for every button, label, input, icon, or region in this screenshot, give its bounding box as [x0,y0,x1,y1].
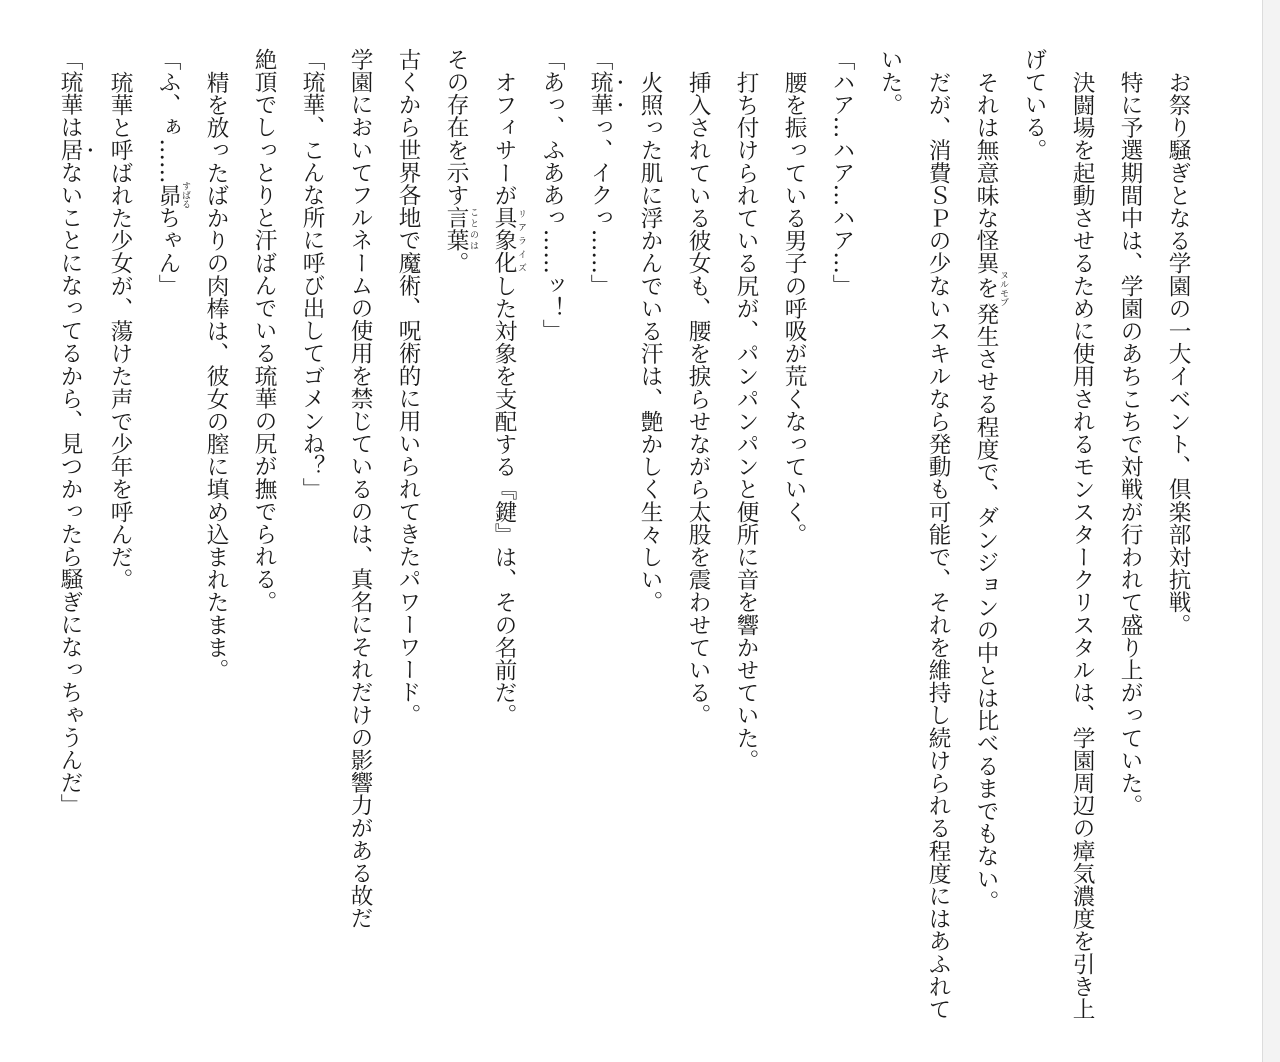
paragraph-text: 腰を振っている男子の呼吸が荒くなっていく。 [781,70,807,546]
dialogue-line [528,48,576,1028]
paragraph [96,48,144,1028]
dialogue-text: 「ふ、ぁ…… [155,48,181,184]
dialogue-line [288,48,336,1028]
dialogue-text: ちゃん」 [155,206,181,297]
dialogue-text: 「琉華、こんな所に呼び出してゴメンね？」 [299,48,325,500]
dialogue-line [576,48,626,1028]
paragraph-text: 絶頂でしっとりと汗ばんでいる琉華の尻が撫でられる。 [251,48,277,613]
paragraph-text: オフィサーが [491,70,517,207]
paragraph-with-ruby [962,48,1010,1028]
dialogue-line-with-ruby [144,48,192,1028]
paragraph-text: 火照った肌に浮かんでいる汗は、艶かしく生々しい。 [637,70,663,613]
paragraph [674,48,722,1028]
paragraph-text: お祭り騒ぎとなる学園の一大イベント、倶楽部対抗戦。 [1165,70,1191,636]
dialogue-text: 「あっ、ふああっ……ッ！」 [539,48,565,342]
ruby-annotation [155,181,190,209]
paragraph [240,48,288,1028]
paragraph-text: それは無意味な怪異 [973,70,999,274]
paragraph [722,48,770,1028]
paragraph-text: だが、消費ＳＰの少ないスキルなら発動も可能で、それを維持し続けられる程度にはあふれていた。 [877,48,951,1020]
ruby-reading: すばる [180,181,190,209]
paragraph-text: した対象を支配する『鍵』は、その名前だ。 [491,274,517,727]
paragraph-text: 学園においてフルネームの使用を禁じているのは、真名にそれだけの影響力がある故だ [347,48,373,930]
ruby-base: を [973,270,999,306]
paragraph [336,48,384,1028]
ruby-annotation [491,206,526,275]
paragraph [770,48,818,1028]
paragraph-text: 琉華と呼ばれた少女が、蕩けた声で少年を呼んだ。 [107,70,133,591]
paragraph [1106,48,1154,1028]
ruby-base: 具象化 [491,206,517,275]
ruby-base: 昴 [155,181,181,209]
paragraph [192,48,240,1028]
emphasized-name: 琉華 [587,70,613,116]
dialogue-text: っ、イクっ……」 [587,115,613,297]
paragraph-text: 挿入されている彼女も、腰を捩らせながら太股を震わせている。 [685,70,711,726]
paragraph-text: 特に予選期間中は、学園のあちこちで対戦が行われて盛り上がっていた。 [1117,70,1143,817]
emphasized-word: 居 [57,138,83,162]
paragraph-text: 。 [443,251,469,275]
dialogue-open-bracket: 「 [587,48,613,71]
paragraph [626,48,674,1028]
dialogue-text: 「琉華は [57,48,83,139]
ruby-annotation [443,206,478,252]
paragraph-wrapped [1010,48,1106,1028]
page-edge-margin [1262,0,1280,1062]
paragraph-text: 打ち付けられている尻が、パンパンパンと便所に音を響かせていた。 [733,70,759,772]
vertical-text-body [46,48,1202,1038]
ruby-base: 言葉 [443,206,469,252]
ruby-annotation [973,270,1008,306]
dialogue-line [818,48,866,1028]
paragraph-with-ruby [480,48,528,1028]
paragraph-text: 発生させる程度で、ダンジョンの中とは比べるまでもない。 [973,301,999,913]
paragraph-text: 決闘場を起動させるために使用されるモンスタークリスタルは、学園周辺の瘴気濃度を引き上げている。 [1021,48,1095,1020]
paragraph-text: 古くから世界各地で魔術、呪術的に用いられてきたパワーワード。 [395,48,421,726]
ruby-reading: リアライズ [516,206,526,275]
dialogue-text: 「ハア…ハア…ハア…」 [829,48,855,297]
dialogue-line [46,48,96,1028]
dialogue-text: ないことになってるから、見つかったら騒ぎになっちゃうんだ」 [57,161,83,817]
paragraph-with-ruby [432,48,480,1028]
paragraph-text: 精を放ったばかりの肉棒は、彼女の膣に填め込まれたまま。 [203,70,229,681]
paragraph-wrapped [866,48,962,1028]
ruby-reading: ことのは [468,206,478,252]
paragraph-text: その存在を示す [443,48,469,207]
paragraph [384,48,432,1028]
paragraph [1154,48,1202,1028]
ruby-reading: ヌルモブ [998,270,1008,306]
